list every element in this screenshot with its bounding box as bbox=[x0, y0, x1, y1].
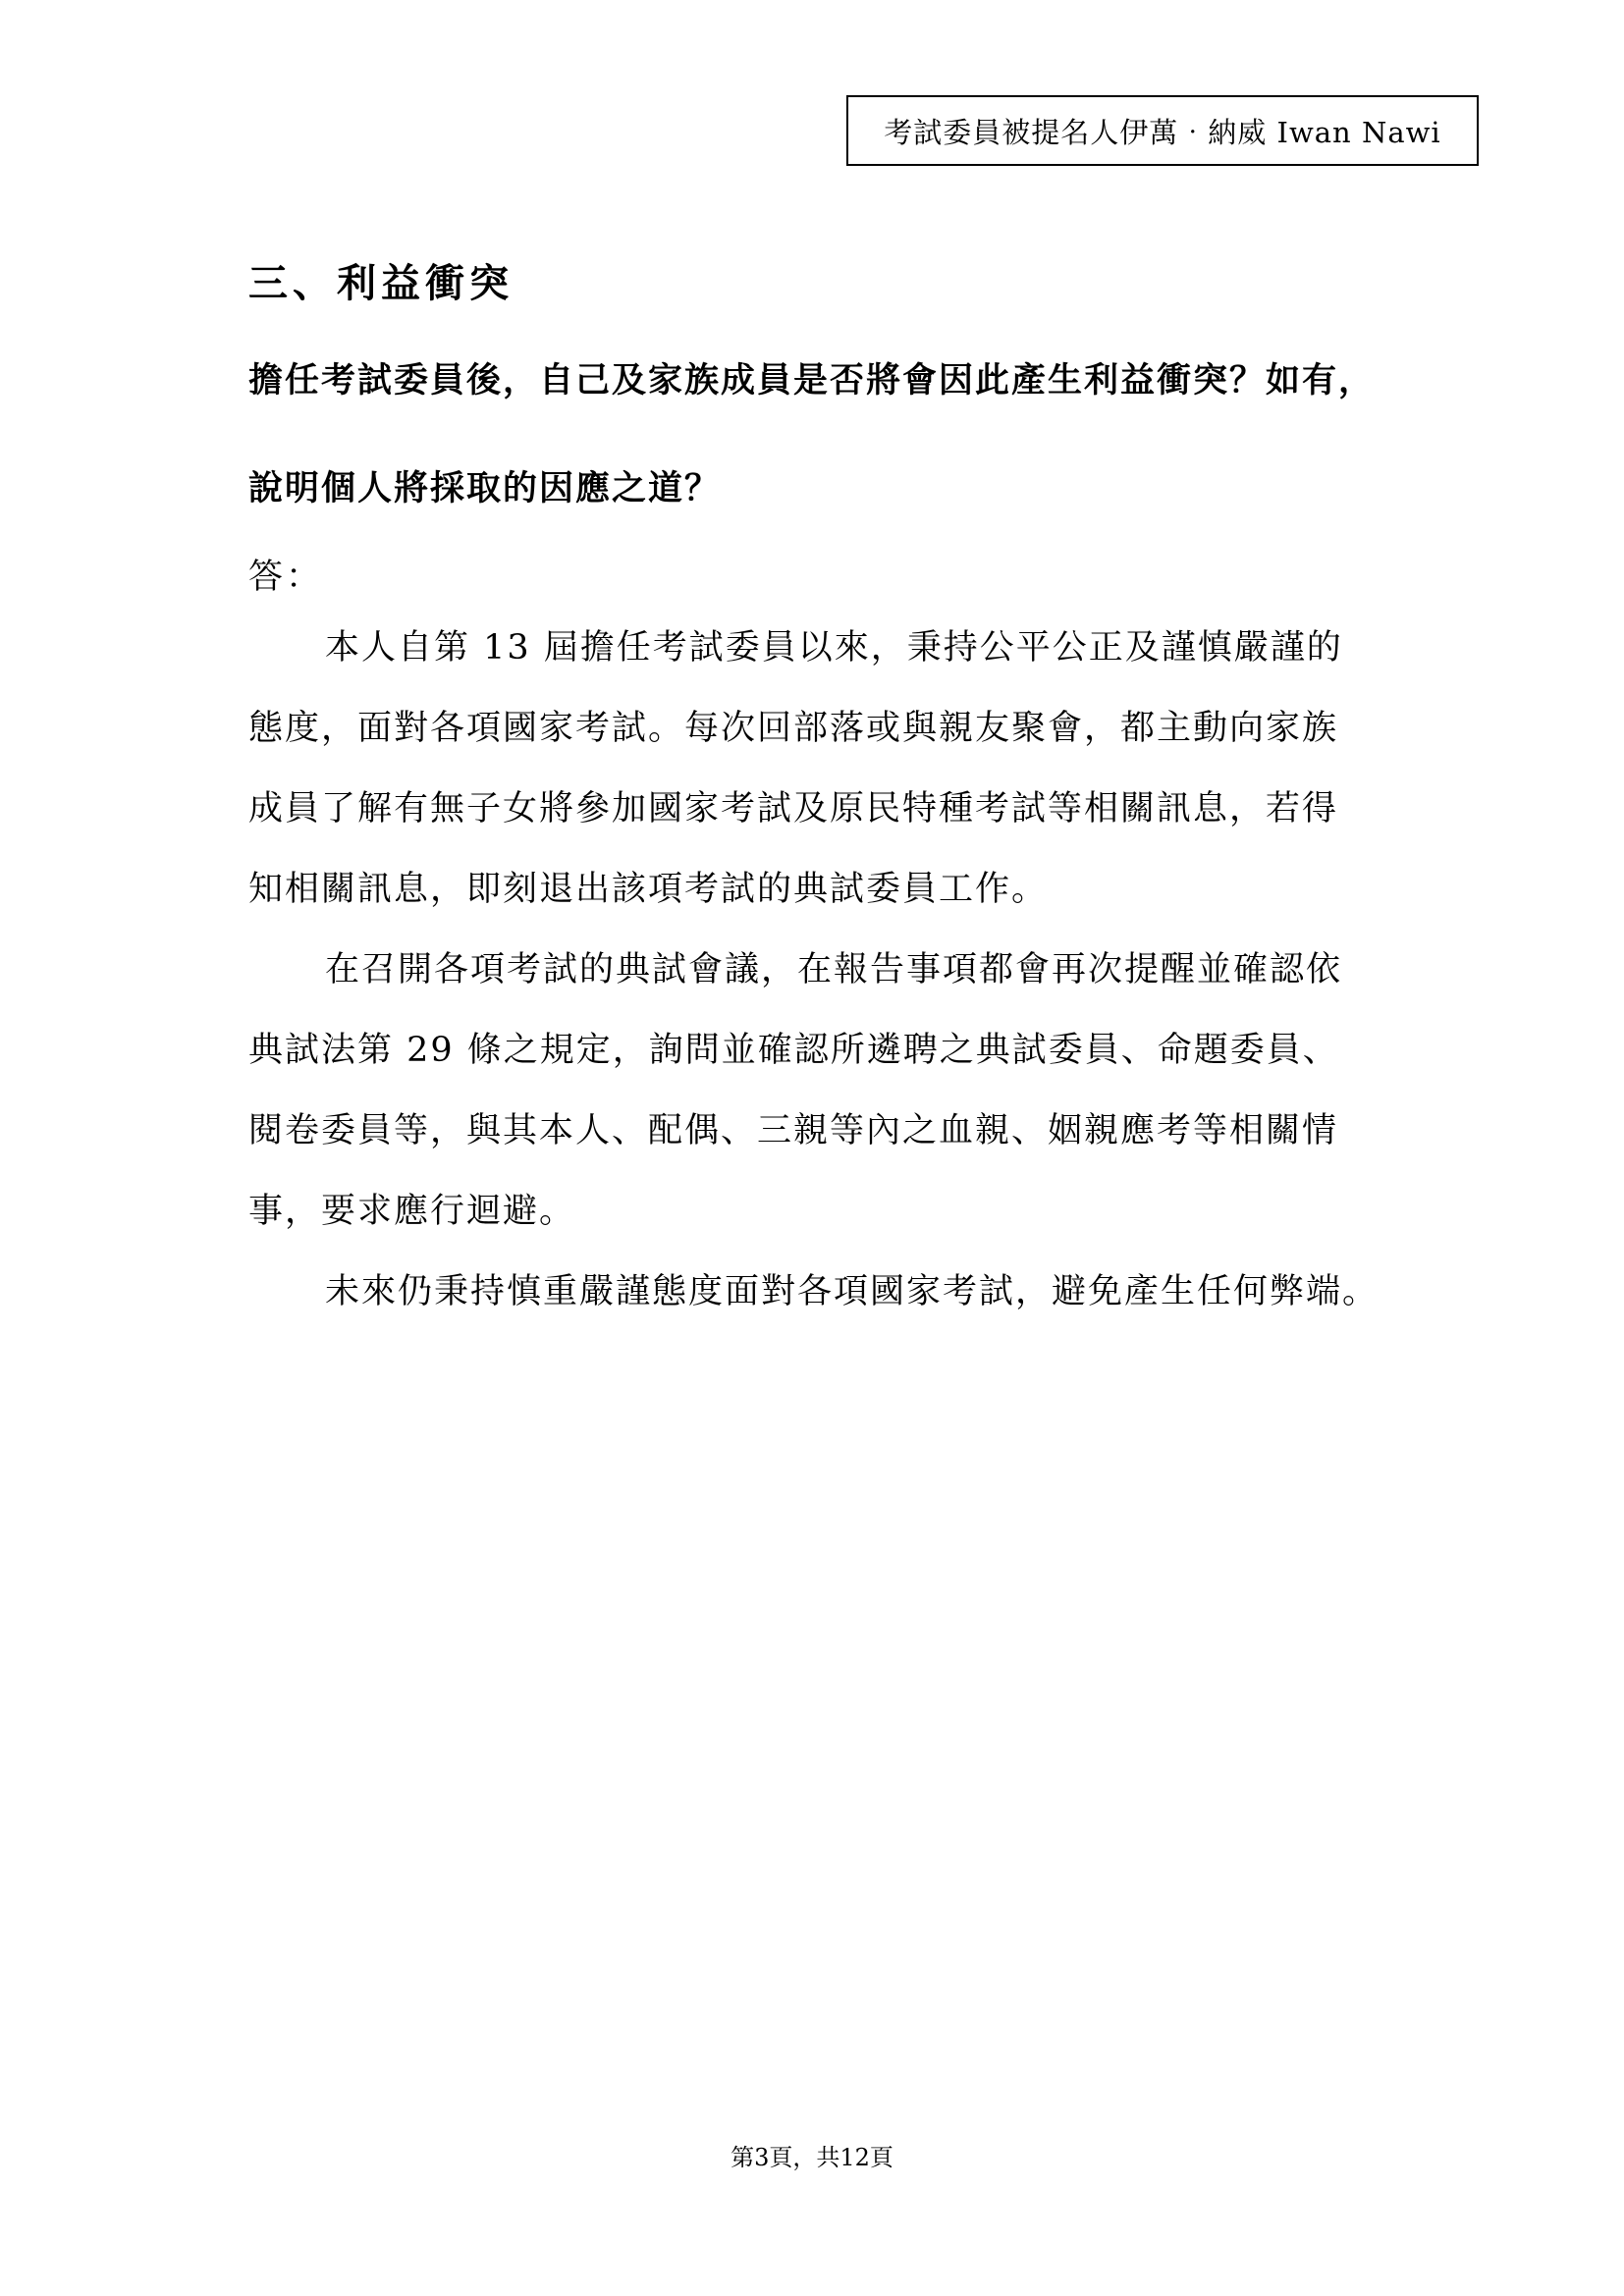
question-line: 說明個人將採取的因應之道？ bbox=[248, 468, 722, 508]
answer-body bbox=[248, 618, 1397, 1343]
paragraph-3 bbox=[248, 1262, 1397, 1343]
header-name-box bbox=[846, 95, 1479, 166]
paragraph-1 bbox=[248, 618, 1397, 940]
paragraph-line: 閱卷委員等，與其本人、配偶、三親等內之血親、姻親應考等相關情 bbox=[248, 1111, 1339, 1150]
paragraph-line: 本人自第 13 屆擔任考試委員以來，秉持公平公正及謹慎嚴謹的 bbox=[325, 628, 1343, 667]
paragraph-line: 事，要求應行迴避。 bbox=[248, 1192, 576, 1231]
paragraph-line: 成員了解有無子女將參加國家考試及原民特種考試等相關訊息，若得 bbox=[248, 789, 1339, 828]
question-line: 擔任考試委員後，自己及家族成員是否將會因此產生利益衝突？如有， bbox=[248, 360, 1376, 400]
paragraph-line: 態度，面對各項國家考試。每次回部落或與親友聚會，都主動向家族 bbox=[248, 709, 1339, 748]
header-nominee-text: 考試委員被提名人伊萬‧納威 Iwan Nawi bbox=[884, 115, 1441, 149]
paragraph-line: 知相關訊息，即刻退出該項考試的典試委員工作。 bbox=[248, 870, 1049, 909]
paragraph-line: 典試法第 29 條之規定，詢問並確認所遴聘之典試委員、命題委員、 bbox=[248, 1031, 1339, 1070]
paragraph-line: 未來仍秉持慎重嚴謹態度面對各項國家考試，避免產生任何弊端。 bbox=[325, 1272, 1380, 1311]
page-number-footer: 第3頁，共12頁 bbox=[731, 2144, 893, 2171]
question-block bbox=[248, 351, 1397, 567]
answer-label: 答： bbox=[248, 558, 324, 597]
paragraph-line: 在召開各項考試的典試會議，在報告事項都會再次提醒並確認依 bbox=[325, 950, 1343, 989]
paragraph-2 bbox=[248, 940, 1397, 1262]
section-title: 三、利益衝突 bbox=[248, 260, 514, 306]
